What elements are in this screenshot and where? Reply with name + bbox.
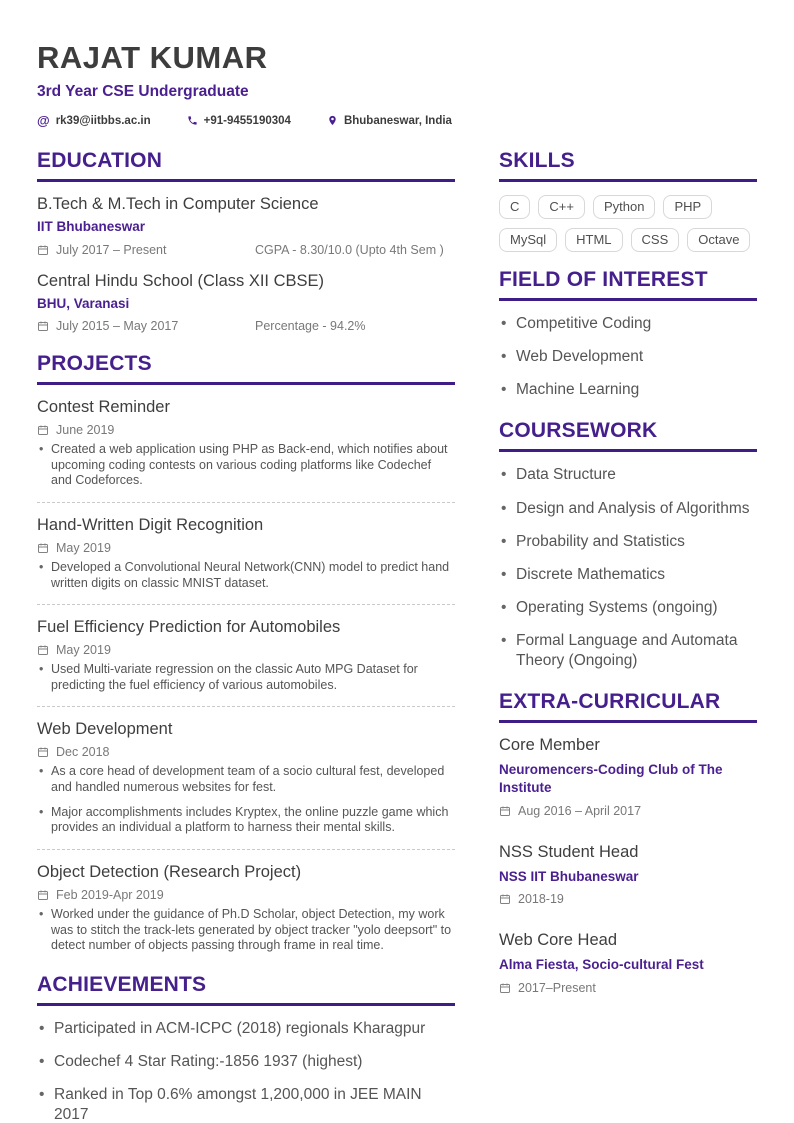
project-title: Contest Reminder xyxy=(37,398,170,417)
section-projects xyxy=(37,352,455,954)
dashed-divider xyxy=(37,849,455,850)
degree-title: Central Hindu School (Class XII CBSE) xyxy=(37,271,325,290)
extracurricular-meta xyxy=(499,804,757,818)
course-item: • Formal Language and Automata Theory (Ongoing) xyxy=(499,631,757,671)
project-title: Fuel Efficiency Prediction for Automobiles xyxy=(37,618,341,637)
interest-item: • Machine Learning xyxy=(499,380,757,400)
project-bullets xyxy=(37,442,455,489)
date-text: July 2015 – May 2017 xyxy=(56,319,179,334)
date-range xyxy=(37,541,255,555)
calendar-icon xyxy=(37,644,49,656)
left-column xyxy=(37,149,455,1123)
date-range xyxy=(499,892,564,906)
section-extracurricular xyxy=(499,690,757,994)
organization-name: NSS IIT Bhubaneswar xyxy=(499,868,639,884)
bullet-item: • As a core head of development team of a socio cultural fest, developed and handled numerous websites for fest. xyxy=(37,764,455,795)
section-skills xyxy=(499,149,757,252)
education-entry xyxy=(37,272,455,334)
project-entry xyxy=(37,398,455,489)
section-coursework xyxy=(499,419,757,671)
calendar-icon xyxy=(37,746,49,758)
project-meta xyxy=(37,423,455,437)
education-entry xyxy=(37,195,455,257)
skill-tag: C xyxy=(499,195,530,219)
achievement-item: • Participated in ACM-ICPC (2018) regionals Kharagpur xyxy=(37,1019,455,1039)
bullet-item: • Used Multi-variate regression on the classic Auto MPG Dataset for predicting the fuel efficiency of various automobiles. xyxy=(37,662,455,693)
section-interests xyxy=(499,268,757,400)
interest-item: • Web Development xyxy=(499,347,757,367)
extracurricular-meta xyxy=(499,892,757,906)
phone-icon xyxy=(187,115,198,126)
calendar-icon xyxy=(37,889,49,901)
project-bullets xyxy=(37,662,455,693)
extracurricular-entry xyxy=(499,843,757,907)
course-item: • Design and Analysis of Algorithms xyxy=(499,499,757,519)
project-meta xyxy=(37,643,455,657)
extracurricular-meta xyxy=(499,981,757,995)
role-title: NSS Student Head xyxy=(499,842,639,861)
skills-chips xyxy=(499,195,757,252)
dashed-divider xyxy=(37,604,455,605)
date-range xyxy=(37,319,255,333)
skill-tag: CSS xyxy=(631,228,680,252)
date-text: Dec 2018 xyxy=(56,745,110,760)
education-heading: EDUCATION xyxy=(37,149,455,182)
contact-row xyxy=(37,114,757,127)
interests-heading: FIELD OF INTEREST xyxy=(499,268,757,301)
date-range xyxy=(37,745,255,759)
institution-name: IIT Bhubaneswar xyxy=(37,219,146,234)
project-meta xyxy=(37,888,455,902)
project-bullets xyxy=(37,764,455,836)
date-text: June 2019 xyxy=(56,423,115,438)
role-title: Core Member xyxy=(499,736,600,755)
project-meta xyxy=(37,745,455,759)
extracurricular-entry xyxy=(499,931,757,995)
bullet-item: • Developed a Convolutional Neural Network(CNN) model to predict hand written digits on classic MNIST dataset. xyxy=(37,560,455,591)
date-text: May 2019 xyxy=(56,540,111,555)
date-text: Aug 2016 – April 2017 xyxy=(518,803,642,818)
interests-list xyxy=(499,314,757,400)
projects-heading: PROJECTS xyxy=(37,352,455,385)
skill-tag: Python xyxy=(593,195,655,219)
header xyxy=(37,40,757,127)
achievement-item: • Codechef 4 Star Rating:-1856 1937 (highest) xyxy=(37,1052,455,1072)
extracurricular-entry xyxy=(499,736,757,817)
education-meta xyxy=(37,243,455,257)
calendar-icon xyxy=(499,893,511,905)
calendar-icon xyxy=(499,805,511,817)
course-item: • Data Structure xyxy=(499,465,757,485)
right-column xyxy=(499,149,757,1123)
calendar-icon xyxy=(499,982,511,994)
project-title: Object Detection (Research Project) xyxy=(37,862,302,881)
date-text: 2017–Present xyxy=(518,980,596,995)
extracurricular-heading: EXTRA-CURRICULAR xyxy=(499,690,757,723)
date-text: 2018-19 xyxy=(518,892,564,907)
location-text: Bhubaneswar, India xyxy=(343,114,452,127)
bullet-item: • Created a web application using PHP as Back-end, which notifies about upcoming coding contests on various coding platforms like Codechef and Codeforces. xyxy=(37,442,455,489)
education-meta xyxy=(37,319,455,333)
skills-heading: SKILLS xyxy=(499,149,757,182)
person-title: 3rd Year CSE Undergraduate xyxy=(37,83,249,100)
bullet-item: • Worked under the guidance of Ph.D Scholar, object Detection, my work was to stitch the track-lets generated by object tracker "yolo deepsort" to detect number of objects passing through frame in real time. xyxy=(37,907,455,954)
at-icon: @ xyxy=(37,113,50,128)
coursework-list xyxy=(499,465,757,671)
calendar-icon xyxy=(37,320,49,332)
dashed-divider xyxy=(37,706,455,707)
achievement-item: • Ranked in Top 0.6% amongst 1,200,000 in JEE MAIN 2017 xyxy=(37,1085,455,1123)
date-range xyxy=(37,243,255,257)
section-education xyxy=(37,149,455,333)
achievements-heading: ACHIEVEMENTS xyxy=(37,973,455,1006)
achievements-list xyxy=(37,1019,455,1123)
contact-location xyxy=(327,114,452,127)
date-range xyxy=(37,888,255,902)
institution-name: BHU, Varanasi xyxy=(37,295,130,311)
skill-tag: Octave xyxy=(687,228,750,252)
date-range xyxy=(499,804,641,818)
date-text: Feb 2019-Apr 2019 xyxy=(56,887,164,902)
location-pin-icon xyxy=(327,114,338,127)
person-name: RAJAT KUMAR xyxy=(37,40,268,75)
phone-text: +91-9455190304 xyxy=(203,114,291,127)
project-bullets xyxy=(37,907,455,954)
bullet-item: • Major accomplishments includes Kryptex, the online puzzle game which provides an individual a platform to harness their mental skills. xyxy=(37,805,455,836)
calendar-icon xyxy=(37,542,49,554)
degree-title: B.Tech & M.Tech in Computer Science xyxy=(37,195,319,213)
course-item: • Discrete Mathematics xyxy=(499,565,757,585)
calendar-icon xyxy=(37,244,49,256)
date-range xyxy=(499,981,596,995)
date-range xyxy=(37,643,255,657)
project-title: Hand-Written Digit Recognition xyxy=(37,515,264,534)
skill-tag: MySql xyxy=(499,228,557,252)
project-entry xyxy=(37,720,455,836)
course-item: • Probability and Statistics xyxy=(499,532,757,552)
calendar-icon xyxy=(37,424,49,436)
content-columns xyxy=(37,149,757,1123)
contact-phone xyxy=(187,115,291,127)
date-text: May 2019 xyxy=(56,643,111,658)
skill-tag: HTML xyxy=(565,228,622,252)
project-meta xyxy=(37,541,455,555)
organization-name: Neuromencers-Coding Club of The Institute xyxy=(499,762,723,795)
section-achievements xyxy=(37,973,455,1123)
interest-item: • Competitive Coding xyxy=(499,314,757,334)
date-range xyxy=(37,423,255,437)
organization-name: Alma Fiesta, Socio-cultural Fest xyxy=(499,957,704,973)
project-bullets xyxy=(37,560,455,591)
project-entry xyxy=(37,618,455,693)
score-text: CGPA - 8.30/10.0 (Upto 4th Sem ) xyxy=(255,242,444,257)
coursework-heading: COURSEWORK xyxy=(499,419,757,452)
role-title: Web Core Head xyxy=(499,931,618,950)
email-text: rk39@iitbbs.ac.in xyxy=(55,114,151,127)
score-text: Percentage - 94.2% xyxy=(255,319,366,334)
skill-tag: C++ xyxy=(538,195,585,219)
skill-tag: PHP xyxy=(663,195,712,219)
contact-email xyxy=(37,114,151,127)
project-entry xyxy=(37,516,455,591)
project-title: Web Development xyxy=(37,720,173,739)
dashed-divider xyxy=(37,502,455,503)
date-text: July 2017 – Present xyxy=(56,242,167,257)
course-item: • Operating Systems (ongoing) xyxy=(499,598,757,618)
project-entry xyxy=(37,863,455,954)
